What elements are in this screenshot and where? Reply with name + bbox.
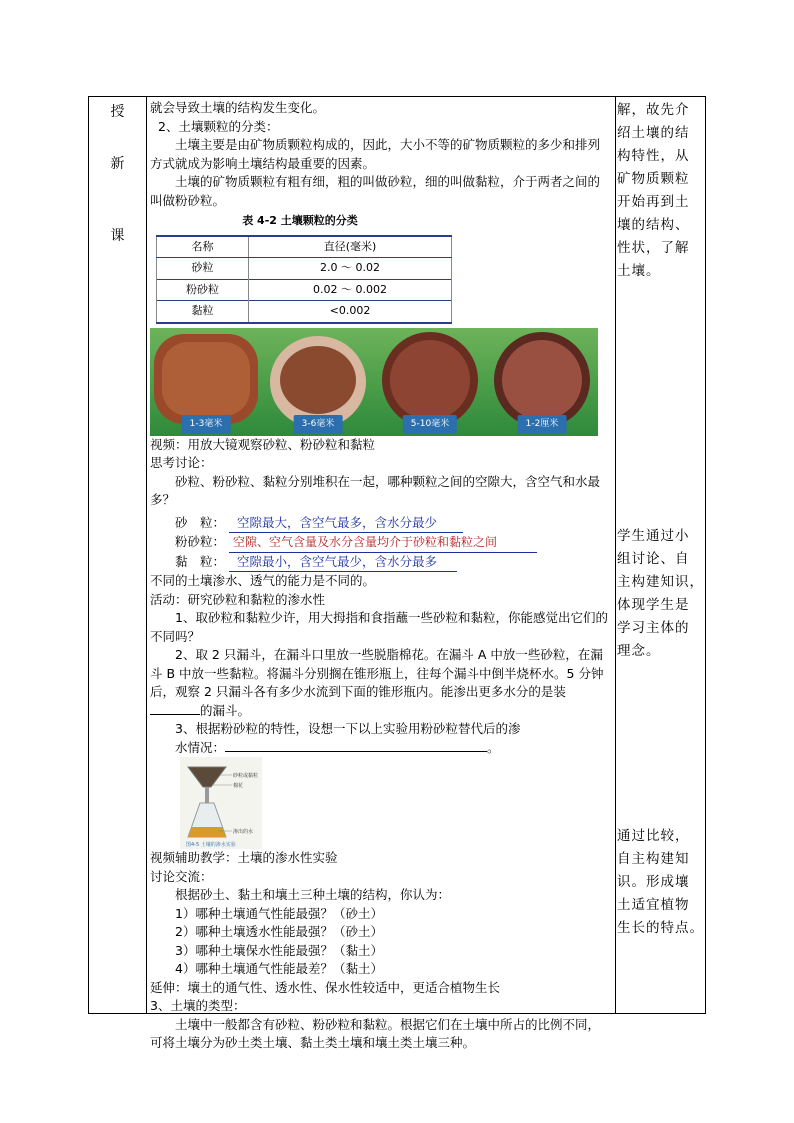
question: 砂粒、粉砂粒、黏粒分别堆积在一起，哪种颗粒之间的空隙大，含空气和水最多？	[150, 473, 601, 507]
section-title: 思考讨论：	[150, 455, 213, 470]
column-divider	[146, 97, 147, 1013]
table-cell: <0.002	[249, 301, 452, 323]
answer-row	[150, 739, 611, 758]
note-line: 性状，了解	[617, 240, 690, 256]
punctuation: 。	[487, 739, 500, 755]
list-item: 3）哪种土壤保水性能最强？（黏土）	[175, 942, 383, 958]
section-title: 2、土壤颗粒的分类：	[158, 118, 279, 134]
answer-blank[interactable]	[150, 714, 200, 715]
note-line: 生长的特点。	[617, 920, 704, 936]
section-title: 讨论交流：	[150, 868, 213, 884]
funnel-flask-image	[180, 757, 262, 849]
paragraph-text: 的漏斗。	[200, 702, 251, 718]
funnel-label: 砂粒或黏粒	[233, 773, 259, 779]
answer-text: 空隙、空气含量及水分含量均介于砂粒和黏粒之间	[229, 533, 537, 553]
note-line: 矿物质颗粒	[617, 171, 690, 187]
answer-text: 空隙最大，含空气最多，含水分最少	[229, 514, 463, 534]
answer-label: 黏 粒：	[175, 553, 226, 569]
main-content	[150, 99, 611, 1053]
note-line: 自主构建知	[617, 851, 690, 867]
answer-row	[150, 553, 611, 573]
table-cell: 砂粒	[157, 258, 249, 280]
table-cell: 粉砂粒	[157, 279, 249, 301]
table-cell: 2.0 ～ 0.02	[249, 258, 452, 280]
paragraph: 3、根据粉砂粒的特性，设想一下以上实验用粉砂粒替代后的渗	[175, 721, 521, 736]
text-line: 延伸：壤土的通气性、透水性、保水性较适中，更适合植物生长	[150, 979, 501, 995]
note-line: 学习主体的	[617, 620, 690, 636]
table-header: 直径(毫米)	[249, 236, 452, 258]
note-line: 解，故先介	[617, 102, 690, 118]
answer-row	[150, 533, 611, 553]
answer-label: 砂 粒：	[175, 514, 226, 530]
note-line: 主构建知识，	[617, 574, 704, 590]
answer-text: 空隙最小，含空气最少，含水分最多	[229, 553, 457, 573]
answer-blank[interactable]	[225, 751, 487, 752]
stage-char: 新	[110, 156, 125, 172]
lesson-table	[88, 96, 706, 1050]
photo-label: 3-6毫米	[294, 415, 343, 434]
table-header: 名称	[157, 236, 249, 258]
funnel-label: 棉花	[233, 783, 244, 789]
particle-photo	[486, 328, 598, 436]
paragraph-text: 2、取 2 只漏斗，在漏斗口里放一些脱脂棉花。在漏斗 A 中放一些砂粒，在漏斗 B 中放一些黏粒。将漏斗分别搁在锥形瓶上，往每个漏斗中倒半烧杯水。5 分钟后，观察 2 只漏斗各有多少水流到下面的锥形瓶内。能渗出更多水分的是装	[150, 647, 604, 699]
answer-label: 粉砂粒：	[175, 534, 226, 549]
funnel-diagram	[180, 757, 262, 849]
photo-label: 1-3毫米	[182, 415, 231, 434]
photo-label: 5-10毫米	[403, 415, 457, 434]
note-line: 组讨论、自	[617, 551, 690, 567]
particle-table	[156, 235, 452, 324]
answer-row	[150, 514, 611, 534]
note-block	[617, 99, 705, 283]
activity-title: 活动：研究砂粒和黏粒的渗水性	[150, 591, 326, 607]
note-line: 土适宜植物	[617, 897, 690, 913]
paragraph: 土壤主要是由矿物质颗粒构成的，因此，大小不等的矿物质颗粒的多少和排列方式就成为影响土壤结构最重要的因素。	[150, 137, 601, 171]
particle-photos	[150, 328, 598, 436]
funnel-caption: 图4-5 土壤的渗水实验	[186, 842, 236, 848]
list-item: 4）哪种土壤通气性能最差？（黏土）	[175, 961, 383, 976]
column-divider	[615, 97, 616, 1013]
note-line: 通过比较，	[617, 828, 690, 844]
stage-column	[89, 97, 146, 1013]
table-cell: 黏粒	[157, 301, 249, 323]
video-note: 视频辅助教学：土壤的渗水性实验	[150, 850, 338, 865]
stage-char: 课	[110, 228, 125, 244]
table-cell: 0.02 ～ 0.002	[249, 279, 452, 301]
video-note: 视频：用放大镜观察砂粒、粉砂粒和黏粒	[150, 436, 376, 452]
note-line: 绍土壤的结	[617, 125, 690, 141]
list-item: 1）哪种土壤通气性能最强？（砂土）	[175, 905, 383, 921]
note-block	[617, 525, 705, 663]
particle-photo	[262, 328, 374, 436]
particle-photo	[374, 328, 486, 436]
text-line: 就会导致土壤的结构发生变化。	[150, 100, 326, 115]
particle-photo	[150, 328, 262, 436]
list-item: 2）哪种土壤透水性能最强？（砂土）	[175, 924, 383, 939]
table-caption: 表 4-2 土壤颗粒的分类	[242, 214, 358, 227]
note-line: 土壤。	[617, 263, 661, 279]
note-line: 理念。	[617, 643, 661, 659]
note-line: 构特性，从	[617, 148, 690, 164]
paragraph	[150, 646, 611, 720]
note-line: 体现学生是	[617, 597, 690, 613]
note-line: 识。形成壤	[617, 874, 690, 890]
note-line: 壤的结构、	[617, 217, 690, 233]
paragraph: 土壤的矿物质颗粒有粗有细，粗的叫做砂粒，细的叫做黏粒，介于两者之间的叫做粉砂粒。	[150, 174, 601, 208]
paragraph: 土壤中一般都含有砂粒、粉砂粒和黏粒。根据它们在土壤中所占的比例不同，可将土壤分为砂土类土壤、黏土类土壤和壤土类土壤三种。	[150, 1016, 601, 1050]
paragraph: 1、取砂粒和黏粒少许，用大拇指和食指蘸一些砂粒和黏粒，你能感觉出它们的不同吗？	[150, 610, 608, 644]
answer-label: 水情况：	[175, 739, 226, 755]
note-line: 开始再到土	[617, 194, 690, 210]
stage-char: 授	[110, 104, 125, 120]
funnel-label: 渗出的水	[233, 829, 254, 835]
photo-label: 1-2厘米	[518, 415, 567, 434]
note-block	[617, 825, 705, 940]
note-line: 学生通过小	[617, 528, 690, 544]
text-line: 根据砂土、黏土和壤土三种土壤的结构，你认为：	[175, 887, 451, 902]
text-line: 不同的土壤渗水、透气的能力是不同的。	[150, 573, 376, 588]
section-title: 3、土壤的类型：	[150, 998, 246, 1013]
